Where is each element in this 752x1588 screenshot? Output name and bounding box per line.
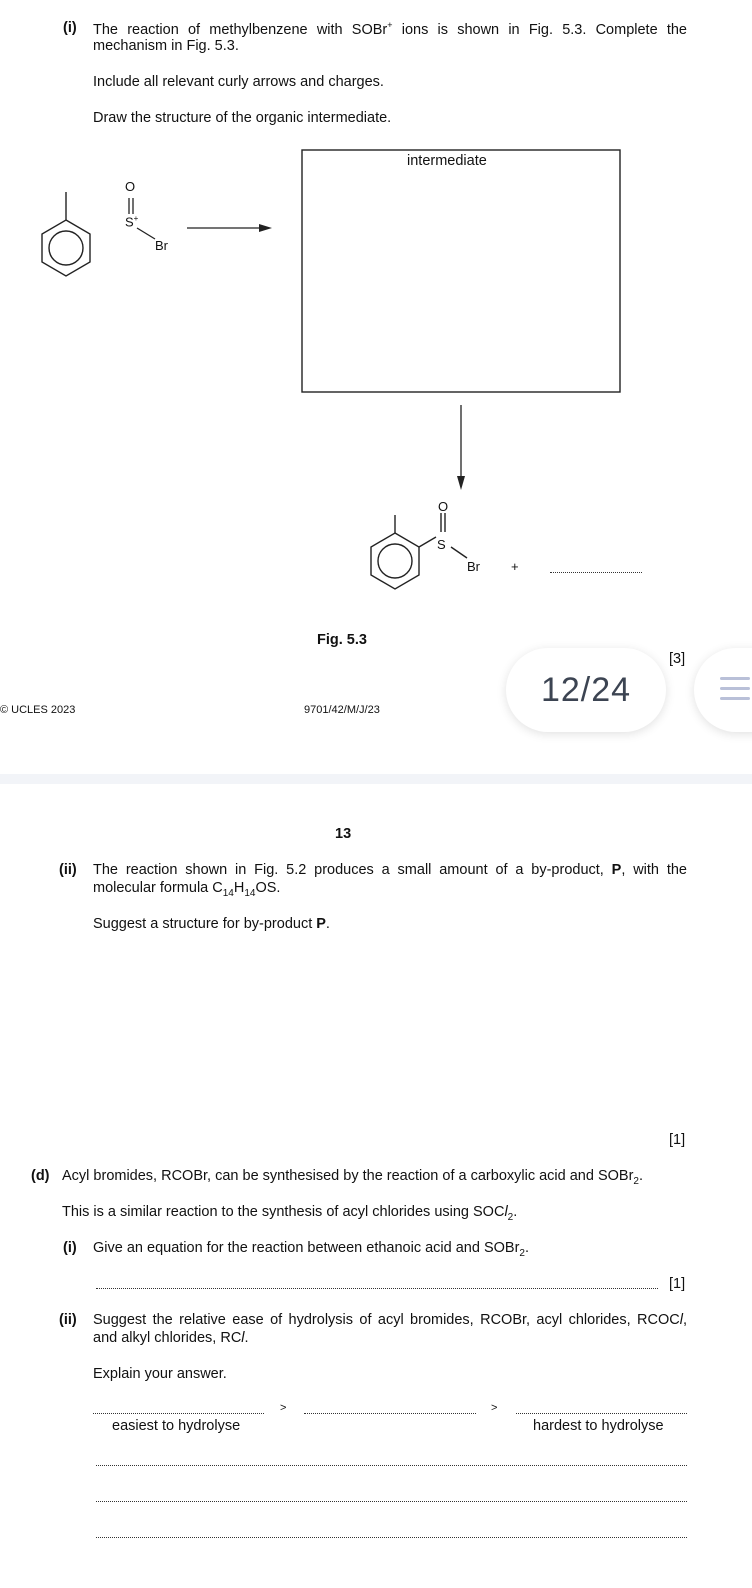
question-label-d-i: (i) [63, 1240, 77, 1256]
rank-answer-line-3[interactable] [516, 1413, 687, 1414]
product-bromine-label: Br [467, 559, 480, 574]
question-label-d-ii: (ii) [59, 1312, 77, 1328]
question-label-c-i: (i) [63, 20, 77, 36]
explanation-line-2[interactable] [96, 1501, 687, 1502]
marks-d-i: [1] [669, 1276, 686, 1292]
paper-code-footer: 9701/42/M/J/23 [304, 704, 380, 716]
rank-answer-line-1[interactable] [93, 1413, 264, 1414]
marks-c-ii: [1] [669, 1132, 686, 1148]
reagent-sulfur-label: S+ [125, 214, 139, 230]
mechanism-diagram [0, 140, 700, 610]
marks-c-i: [3] [669, 651, 686, 667]
byproduct-answer-line[interactable] [550, 572, 642, 573]
question-label-d: (d) [31, 1168, 50, 1184]
product-sulfur-label: S [437, 537, 446, 552]
reagent-bromine-label: Br [155, 238, 168, 253]
copyright-footer: © UCLES 2023 [0, 704, 76, 716]
question-d-ii-line1: Suggest the relative ease of hydrolysis of acyl bromides, RCOBr, acyl chlorides, RCOCl, [93, 1312, 687, 1328]
hardest-label: hardest to hydrolyse [533, 1418, 664, 1434]
product-structure [371, 513, 467, 589]
page-separator [0, 774, 752, 784]
structure-answer-space[interactable] [93, 945, 687, 1125]
hamburger-menu-icon[interactable] [694, 648, 752, 732]
page-number: 13 [335, 826, 352, 842]
intermediate-box-label: intermediate [407, 153, 487, 169]
explain-instruction: Explain your answer. [93, 1366, 227, 1382]
intermediate-answer-box[interactable] [302, 150, 620, 392]
question-c-i-line2: mechanism in Fig. 5.3. [93, 38, 239, 54]
reaction-arrow-right [187, 224, 272, 232]
explanation-line-1[interactable] [96, 1465, 687, 1466]
question-c-ii-line2: molecular formula $C_{14}H_{14}OS$. [93, 880, 281, 899]
page-indicator[interactable]: 12/24 [506, 648, 666, 732]
question-c-i-line1: The reaction of methylbenzene with SOBr+ ions is shown in Fig. 5.3. Complete the [93, 20, 687, 38]
question-label-c-ii: (ii) [59, 862, 77, 878]
easiest-label: easiest to hydrolyse [112, 1418, 241, 1434]
figure-caption: Fig. 5.3 [317, 632, 367, 648]
equation-answer-line[interactable] [96, 1288, 658, 1289]
question-d-line1: Acyl bromides, RCOBr, can be synthesised by the reaction of a carboxylic acid and SOBr$_2$. [62, 1168, 643, 1187]
rank-answer-line-2[interactable] [304, 1413, 476, 1414]
explanation-line-3[interactable] [96, 1537, 687, 1538]
instruction-curly-arrows: Include all relevant curly arrows and charges. [93, 74, 384, 90]
reaction-arrow-down [457, 405, 465, 490]
question-c-ii-line1: The reaction shown in Fig. 5.2 produces a small amount of a by-product, P, with the [93, 862, 688, 878]
question-d-line2: This is a similar reaction to the synthesis of acyl chlorides using SOCl$_2$. [62, 1204, 518, 1223]
plus-sign: + [511, 559, 519, 574]
greater-than-1: > [280, 1402, 287, 1414]
question-c-ii-suggest: Suggest a structure for by-product P. [93, 916, 330, 932]
greater-than-2: > [491, 1402, 498, 1414]
question-d-i-text: Give an equation for the reaction between ethanoic acid and SOBr$_2$. [93, 1240, 530, 1259]
methylbenzene-structure [42, 192, 90, 276]
reagent-oxygen-label: O [125, 179, 136, 194]
product-oxygen-label: O [438, 499, 449, 514]
question-d-ii-line2: and alkyl chlorides, RCl. [93, 1330, 249, 1346]
instruction-draw-intermediate: Draw the structure of the organic intermediate. [93, 110, 392, 126]
